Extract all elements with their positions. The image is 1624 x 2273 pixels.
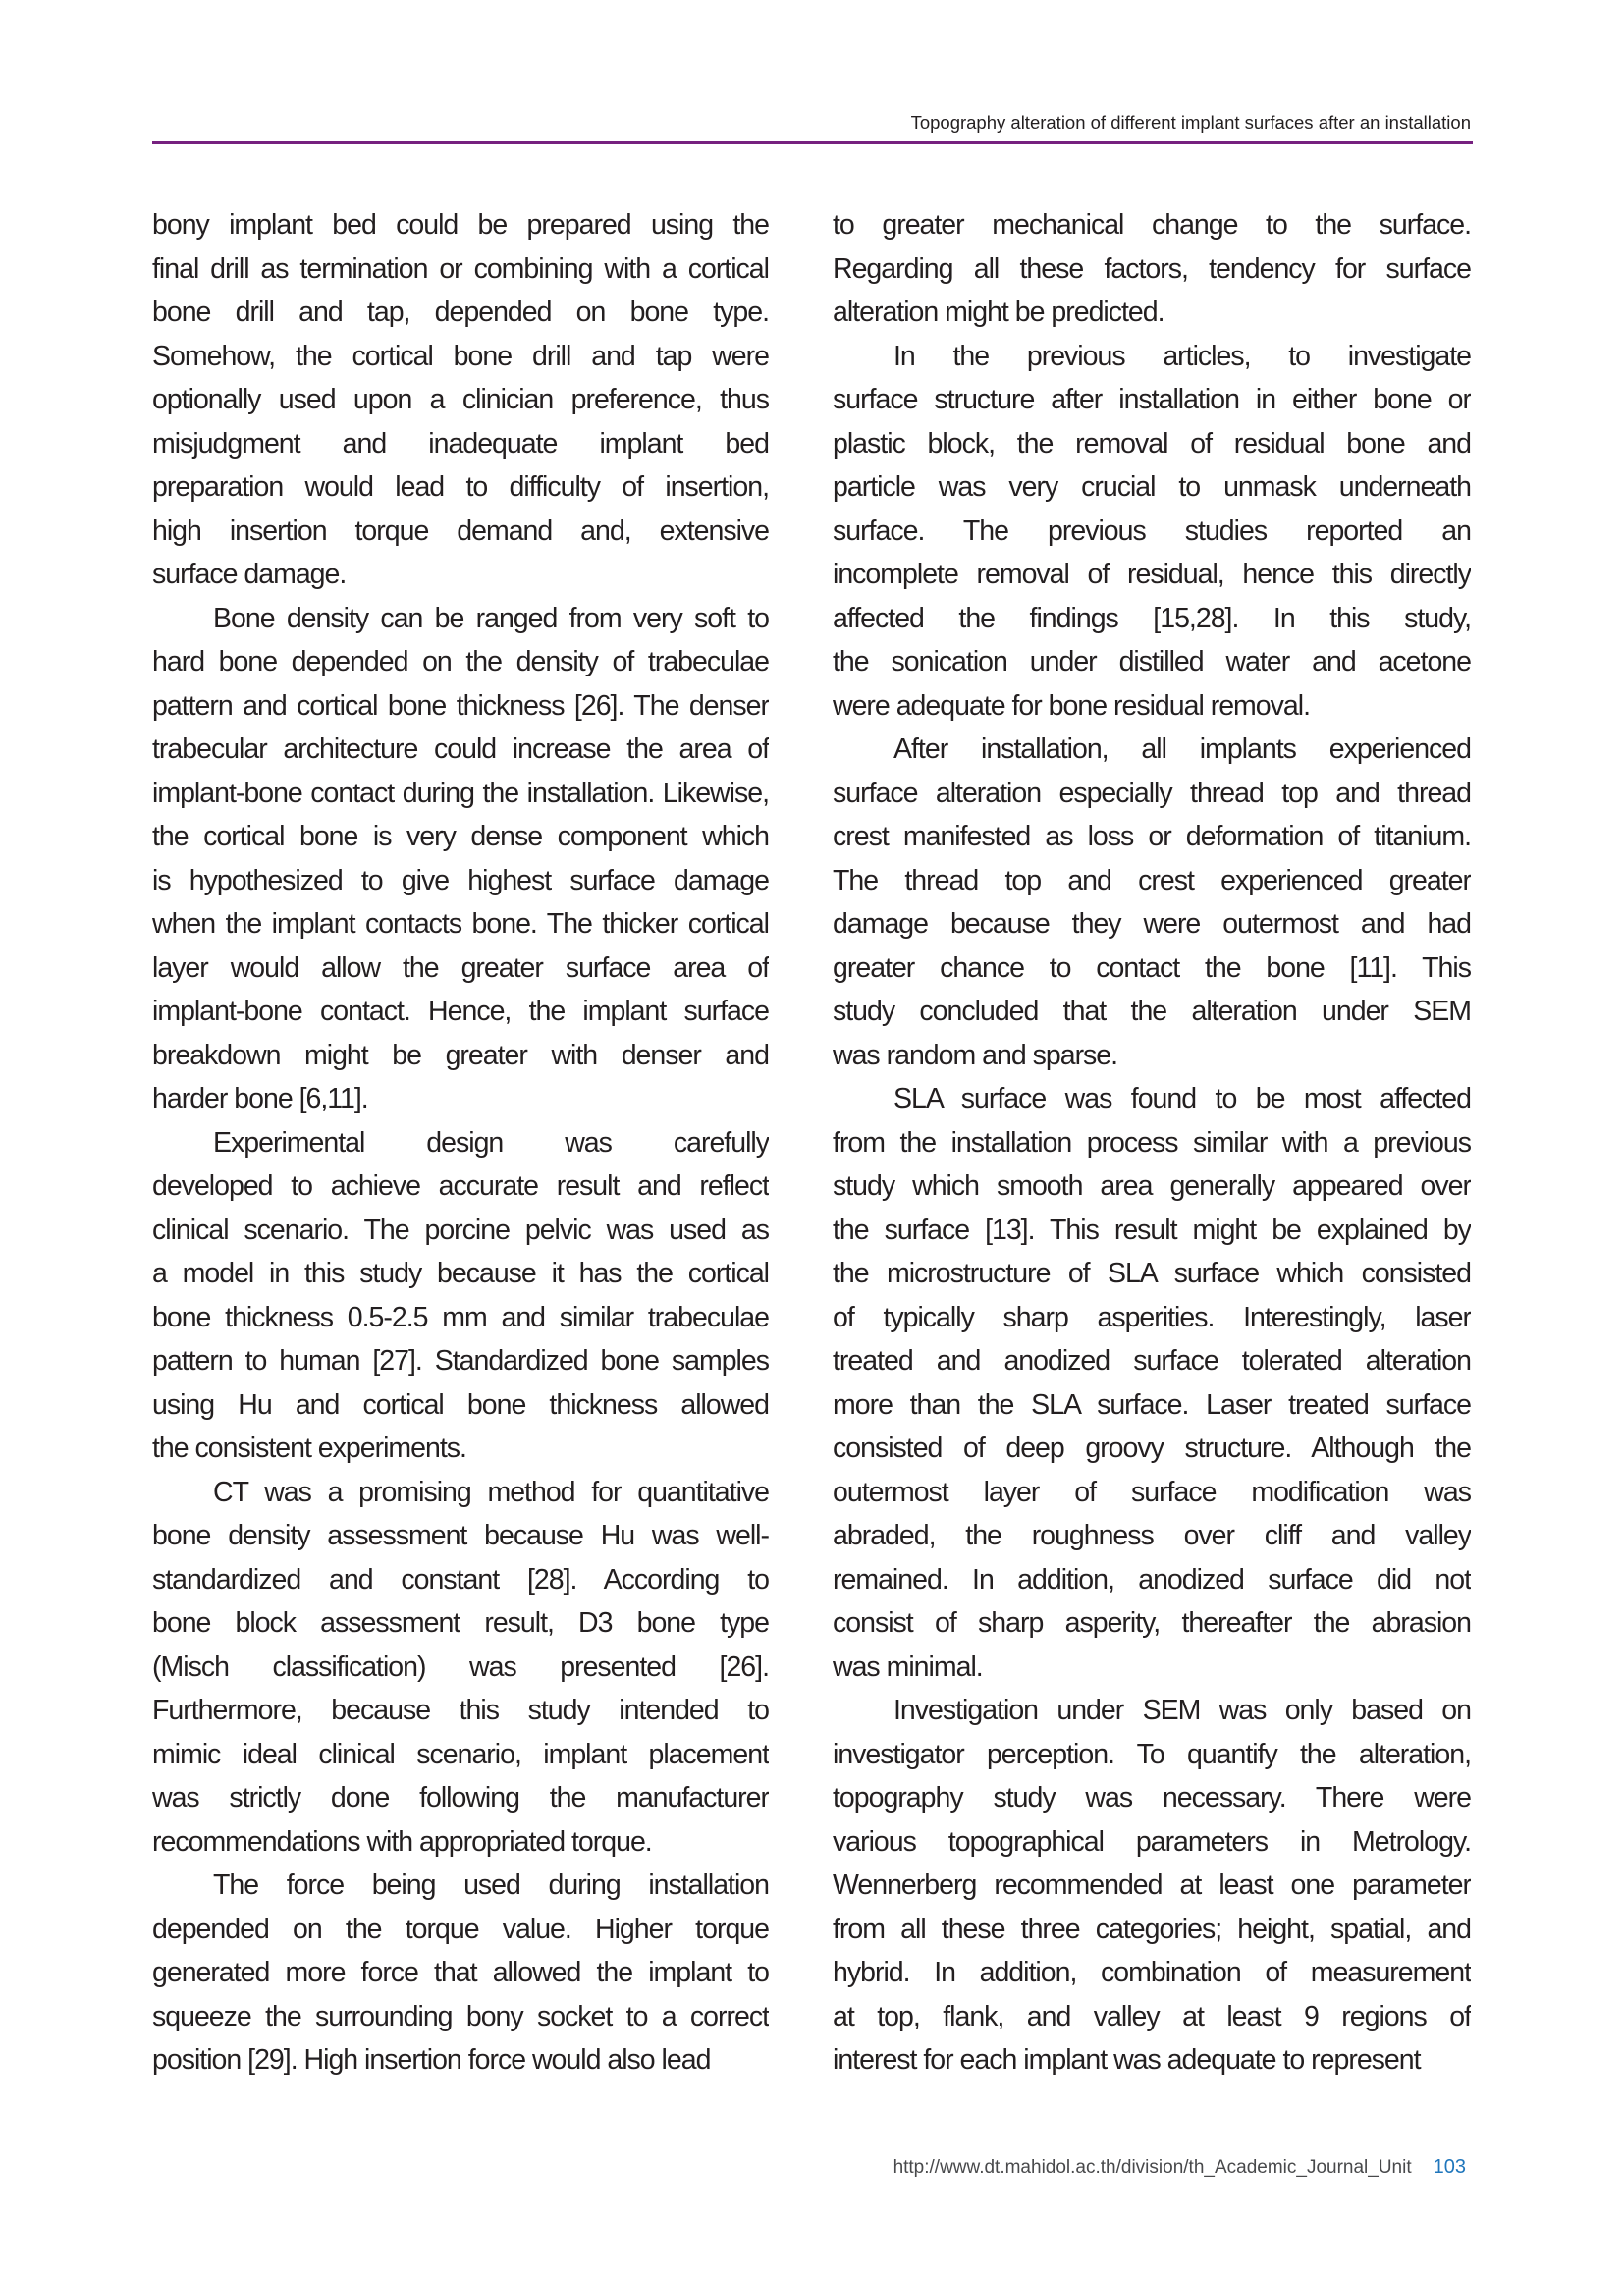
- text-line: standardized and constant [28]. According to: [152, 1563, 769, 1596]
- text-line: investigator perception. To quantify the alteration,: [833, 1738, 1471, 1770]
- text-line: crest manifested as loss or deformation of titanium.: [833, 821, 1471, 852]
- text-line: surface. The previous studies reported an: [833, 514, 1471, 547]
- text-line: Somehow, the cortical bone drill and tap were: [152, 340, 769, 372]
- journal-url: http://www.dt.mahidol.ac.th/division/th_Academic_Journal_Unit: [893, 2157, 1412, 2178]
- text-line: mimic ideal clinical scenario, implant placement: [152, 1738, 769, 1770]
- text-line: position [29]. High insertion force would also lead: [152, 2044, 711, 2076]
- text-line: Bone density can be ranged from very soft to: [213, 602, 769, 634]
- text-line: clinical scenario. The porcine pelvic was used as: [152, 1214, 769, 1246]
- text-line: from all these three categories; height, spatial, and: [833, 1913, 1471, 1945]
- text-line: was strictly done following the manufacturer: [152, 1782, 769, 1813]
- text-line: pattern to human [27]. Standardized bone samples: [152, 1345, 769, 1377]
- text-line: outermost layer of surface modification was: [833, 1476, 1471, 1508]
- text-line: the microstructure of SLA surface which consisted: [833, 1258, 1471, 1289]
- text-line: high insertion torque demand and, extensive: [152, 514, 769, 547]
- text-line: recommendations with appropriated torque.: [152, 1825, 652, 1858]
- text-line: at top, flank, and valley at least 9 regions of: [833, 2000, 1471, 2032]
- text-line: trabecular architecture could increase the area of: [152, 733, 769, 765]
- text-line: from the installation process similar with a previous: [833, 1126, 1471, 1159]
- text-line: breakdown might be greater with denser and: [152, 1039, 769, 1071]
- text-line: Investigation under SEM was only based on: [893, 1695, 1471, 1726]
- text-line: optionally used upon a clinician preference, thus: [152, 384, 769, 415]
- text-line: plastic block, the removal of residual bone and: [833, 427, 1471, 460]
- text-line: topography study was necessary. There were: [833, 1782, 1471, 1813]
- text-line: study which smooth area generally appeared over: [833, 1170, 1471, 1202]
- text-line: treated and anodized surface tolerated alteration: [833, 1345, 1471, 1377]
- text-line: CT was a promising method for quantitative: [213, 1476, 769, 1508]
- text-line: was random and sparse.: [833, 1039, 1118, 1071]
- text-line: greater chance to contact the bone [11]. This: [833, 951, 1471, 984]
- text-line: After installation, all implants experienced: [893, 733, 1471, 765]
- text-line: preparation would lead to difficulty of insertion,: [152, 471, 769, 503]
- text-line: hybrid. In addition, combination of measurement: [833, 1957, 1471, 1988]
- text-line: squeeze the surrounding bony socket to a correct: [152, 2000, 769, 2032]
- text-line: generated more force that allowed the implant to: [152, 1957, 769, 1988]
- text-line: In the previous articles, to investigate: [893, 340, 1471, 372]
- text-line: SLA surface was found to be most affected: [893, 1083, 1471, 1114]
- text-line: bone drill and tap, depended on bone type.: [152, 297, 769, 328]
- text-line: bone density assessment because Hu was well-: [152, 1520, 769, 1551]
- text-line: misjudgment and inadequate implant bed: [152, 427, 769, 460]
- text-line: interest for each implant was adequate to represent: [833, 2044, 1421, 2076]
- text-line: affected the findings [15,28]. In this study,: [833, 602, 1471, 634]
- text-line: more than the SLA surface. Laser treated surface: [833, 1388, 1471, 1421]
- text-column-left: [152, 203, 769, 2083]
- text-column-right: [833, 203, 1471, 2083]
- header-rule: [152, 141, 1473, 144]
- text-line: when the implant contacts bone. The thicker cortical: [152, 908, 769, 940]
- text-line: developed to achieve accurate result and reflect: [152, 1170, 769, 1202]
- text-line: bone block assessment result, D3 bone type: [152, 1607, 769, 1639]
- text-line: particle was very crucial to unmask underneath: [833, 471, 1471, 503]
- text-line: abraded, the roughness over cliff and valley: [833, 1520, 1471, 1551]
- text-line: consist of sharp asperity, thereafter the abrasion: [833, 1607, 1471, 1639]
- text-line: The thread top and crest experienced greater: [833, 864, 1471, 896]
- text-line: layer would allow the greater surface area of: [152, 951, 769, 984]
- text-line: the consistent experiments.: [152, 1433, 466, 1464]
- text-line: Experimental design was carefully: [213, 1126, 769, 1159]
- text-line: the cortical bone is very dense component which: [152, 821, 769, 852]
- text-line: surface structure after installation in either bone or: [833, 384, 1471, 415]
- text-line: a model in this study because it has the cortical: [152, 1258, 769, 1289]
- text-line: Furthermore, because this study intended to: [152, 1695, 769, 1726]
- text-line: of typically sharp asperities. Interestingly, laser: [833, 1301, 1471, 1333]
- text-line: harder bone [6,11].: [152, 1083, 368, 1114]
- text-line: incomplete removal of residual, hence this directly: [833, 559, 1471, 590]
- text-line: final drill as termination or combining with a cortical: [152, 252, 769, 285]
- text-line: consisted of deep groovy structure. Although the: [833, 1433, 1471, 1464]
- page-number: 103: [1433, 2156, 1466, 2178]
- text-line: Wennerberg recommended at least one parameter: [833, 1869, 1471, 1901]
- text-line: hard bone depended on the density of trabeculae: [152, 646, 769, 677]
- text-line: various topographical parameters in Metrology.: [833, 1825, 1471, 1858]
- page-footer: [0, 2156, 1466, 2179]
- text-line: (Misch classification) was presented [26].: [152, 1651, 769, 1683]
- text-line: the sonication under distilled water and acetone: [833, 646, 1471, 677]
- text-line: using Hu and cortical bone thickness allowed: [152, 1388, 769, 1421]
- text-line: depended on the torque value. Higher torque: [152, 1913, 769, 1945]
- text-line: implant-bone contact. Hence, the implant surface: [152, 996, 769, 1027]
- text-line: surface damage.: [152, 559, 347, 590]
- text-line: bony implant bed could be prepared using the: [152, 209, 769, 241]
- text-line: remained. In addition, anodized surface did not: [833, 1563, 1471, 1596]
- text-line: to greater mechanical change to the surface.: [833, 209, 1471, 241]
- text-line: was minimal.: [833, 1651, 983, 1683]
- text-line: bone thickness 0.5-2.5 mm and similar trabeculae: [152, 1301, 769, 1333]
- text-line: Regarding all these factors, tendency for surface: [833, 252, 1471, 285]
- text-line: alteration might be predicted.: [833, 297, 1164, 328]
- text-line: study concluded that the alteration under SEM: [833, 996, 1471, 1027]
- text-line: were adequate for bone residual removal.: [833, 689, 1310, 722]
- text-line: surface alteration especially thread top and thread: [833, 777, 1471, 809]
- text-line: implant-bone contact during the installation. Likewise,: [152, 777, 769, 809]
- text-line: the surface [13]. This result might be explained by: [833, 1214, 1471, 1246]
- running-head: Topography alteration of different implant surfaces after an installation: [910, 112, 1471, 133]
- text-line: is hypothesized to give highest surface damage: [152, 864, 769, 896]
- text-line: The force being used during installation: [213, 1869, 769, 1901]
- text-line: damage because they were outermost and had: [833, 908, 1471, 940]
- text-line: pattern and cortical bone thickness [26]. The denser: [152, 689, 769, 722]
